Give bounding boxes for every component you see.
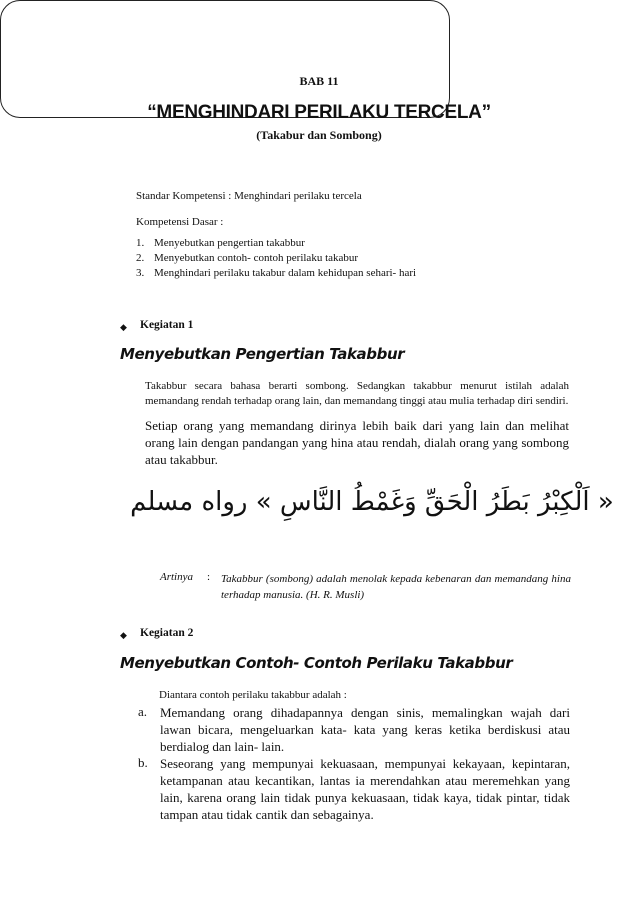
page-title: “MENGHINDARI PERILAKU TERCELA” xyxy=(147,102,491,123)
chapter-label: BAB 11 xyxy=(299,74,339,88)
hadith-translation: Takabbur (sombong) adalah menolak kepada kebenaran dan memandang hina terhadap manusia. (H. R. Musli) xyxy=(221,573,571,601)
list-item-letter: b. xyxy=(138,755,148,770)
kegiatan-2-label: Kegiatan 2 xyxy=(140,627,194,639)
competency-item-number: 3. xyxy=(136,267,145,279)
arabic-hadith xyxy=(130,470,614,532)
competency-box xyxy=(0,0,450,118)
examples-intro: Diantara contoh perilaku takabbur adalah : xyxy=(159,689,347,701)
artinya-label: Artinya xyxy=(160,571,193,583)
competency-item-number: 1. xyxy=(136,237,145,249)
section-heading-1: Menyebutkan Pengertian Takabbur xyxy=(120,345,405,363)
section-heading-2: Menyebutkan Contoh- Contoh Perilaku Takabbur xyxy=(120,654,513,672)
list-item: Seseorang yang mempunyai kekuasaan, mempunyai kekayaan, kepintaran, ketampanan atau kecantikan, lantas ia merendahkan atau meremehkan yang lain, karena orang lain tidak punya kekuasaan, tidak kaya, tidak pintar, tidak tampan atau tidak cantik dan sebagainya. xyxy=(160,756,570,822)
competency-item: Menghindari perilaku takabur dalam kehidupan sehari- hari xyxy=(154,267,417,279)
artinya-colon: : xyxy=(207,571,211,583)
kompetensi-dasar-label: Kompetensi Dasar : xyxy=(136,216,224,228)
arabic-hadith-text: « اَلْكِبْرُ بَطَرُ الْحَقِّ وَغَمْطُ النَّاسِ » رواه مسلم xyxy=(130,487,614,517)
competency-item: Menyebutkan pengertian takabbur xyxy=(154,237,305,249)
diamond-bullet-icon: ◆ xyxy=(120,630,127,640)
page-subtitle: (Takabur dan Sombong) xyxy=(256,128,382,142)
definition-paragraph: Takabbur secara bahasa berarti sombong. Sedangkan takabbur menurut istilah adalah memandang rendah terhadap orang lain, dan memandang tinggi atau mulia terhadap diri sendiri. xyxy=(145,380,569,407)
explanation-paragraph: Setiap orang yang memandang dirinya lebih baik dari yang lain dan melihat orang lain dengan pandangan yang hina atau rendah, dialah orang yang sombong atau takabbur. xyxy=(145,418,569,467)
diamond-bullet-icon: ◆ xyxy=(120,322,127,332)
competency-item: Menyebutkan contoh- contoh perilaku takabur xyxy=(154,252,359,264)
list-item: Memandang orang dihadapannya dengan sinis, memalingkan wajah dari lawan bicara, mengeluarkan kata- kata yang keras ketika berdiskusi atau berdialog dan lain- lain. xyxy=(160,705,570,754)
list-item-letter: a. xyxy=(138,704,148,719)
kegiatan-1-label: Kegiatan 1 xyxy=(140,319,194,331)
competency-item-number: 2. xyxy=(136,252,145,264)
standar-kompetensi: Standar Kompetensi : Menghindari perilaku tercela xyxy=(136,190,362,202)
